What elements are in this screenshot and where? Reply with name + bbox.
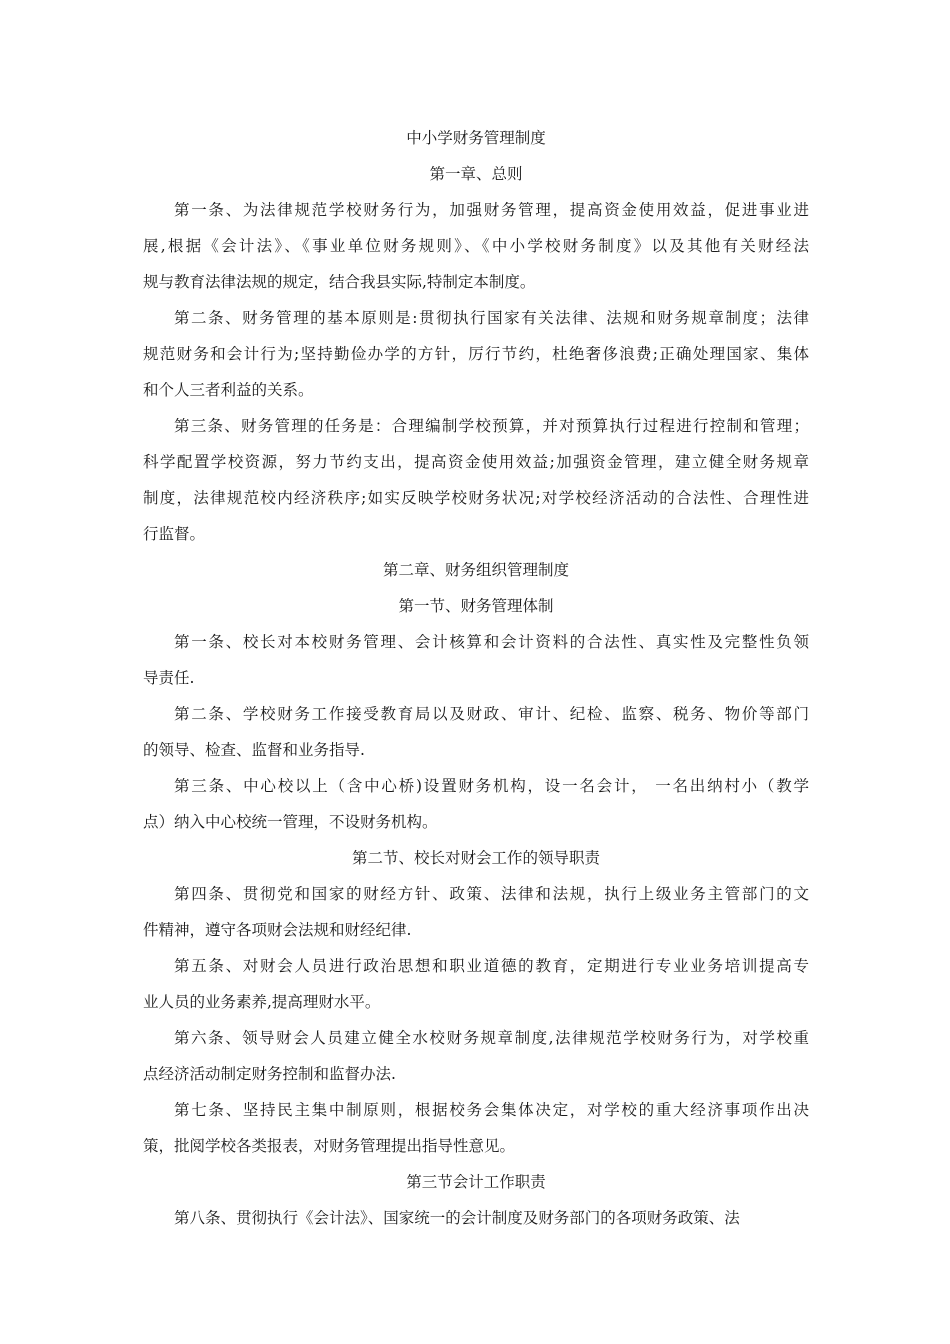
article-paragraph — [143, 1092, 809, 1164]
paragraph-line: 点经济活动制定财务控制和监督办法. — [143, 1065, 396, 1083]
article-paragraph — [143, 300, 809, 408]
article-paragraph — [143, 408, 809, 552]
paragraph-line: 第二条、财务管理的基本原则是:贯彻执行国家有关法律、法规和财务规章制度；法律 — [174, 309, 809, 327]
paragraph-line: 制度，法律规范校内经济秩序;如实反映学校财务状况;对学校经济活动的合法性、合理性进 — [143, 489, 809, 507]
document-body — [143, 120, 809, 1236]
section-heading: 第二章、财务组织管理制度 — [382, 561, 569, 579]
paragraph-line: 件精神，遵守各项财会法规和财经纪律. — [143, 921, 412, 939]
article-paragraph — [143, 1200, 809, 1236]
document-title: 中小学财务管理制度 — [406, 129, 546, 147]
paragraph-line: 第三条、中心校以上（含中心桥)设置财务机构，设一名会计， 一名出纳村小（教学 — [174, 777, 809, 795]
paragraph-line: 第六条、领导财会人员建立健全水校财务规章制度,法律规范学校财务行为，对学校重 — [174, 1029, 809, 1047]
paragraph-line: 规范财务和会计行为;坚持勤俭办学的方针，厉行节约，杜绝奢侈浪费;正确处理国家、集体 — [143, 345, 809, 363]
paragraph-line: 第五条、对财会人员进行政治思想和职业道德的教育，定期进行专业业务培训提高专 — [174, 957, 809, 975]
paragraph-line: 业人员的业务素养,提高理财水平。 — [143, 993, 381, 1011]
paragraph-line: 展,根据《会计法》、《事业单位财务规则》、《中小学校财务制度》以及其他有关财经法 — [143, 237, 809, 255]
paragraph-line: 导责任. — [143, 669, 195, 687]
paragraph-line: 的领导、检查、监督和业务指导. — [143, 741, 365, 759]
paragraph-line: 策，批阅学校各类报表，对财务管理提出指导性意见。 — [143, 1137, 516, 1155]
paragraph-line: 科学配置学校资源，努力节约支出，提高资金使用效益;加强资金管理，建立健全财务规章 — [143, 453, 809, 471]
section-heading: 第一章、总则 — [429, 165, 523, 183]
paragraph-line: 点）纳入中心校统一管理，不设财务机构。 — [143, 813, 438, 831]
paragraph-line: 第一条、校长对本校财务管理、会计核算和会计资料的合法性、真实性及完整性负领 — [174, 633, 809, 651]
paragraph-line: 第八条、贯彻执行《会计法》、国家统一的会计制度及财务部门的各项财务政策、法 — [174, 1209, 740, 1227]
article-paragraph — [143, 768, 809, 840]
section-heading: 第一节、财务管理体制 — [398, 597, 554, 615]
section-heading: 第三节会计工作职责 — [406, 1173, 546, 1191]
paragraph-line: 第四条、贯彻党和国家的财经方针、政策、法律和法规，执行上级业务主管部门的文 — [174, 885, 809, 903]
article-paragraph — [143, 948, 809, 1020]
section-heading: 第二节、校长对财会工作的领导职责 — [351, 849, 600, 867]
article-paragraph — [143, 1020, 809, 1092]
paragraph-line: 行监督。 — [143, 525, 206, 543]
article-paragraph — [143, 696, 809, 768]
article-paragraph — [143, 624, 809, 696]
paragraph-line: 第七条、坚持民主集中制原则，根据校务会集体决定，对学校的重大经济事项作出决 — [174, 1101, 809, 1119]
paragraph-line: 规与教育法律法规的规定，结合我县实际,特制定本制度。 — [143, 273, 536, 291]
paragraph-line: 第三条、财务管理的任务是：合理编制学校预算，并对预算执行过程进行控制和管理； — [174, 417, 809, 435]
paragraph-line: 第一条、为法律规范学校财务行为，加强财务管理，提高资金使用效益，促进事业进 — [174, 201, 809, 219]
paragraph-line: 第二条、学校财务工作接受教育局以及财政、审计、纪检、监察、税务、物价等部门 — [174, 705, 809, 723]
article-paragraph — [143, 192, 809, 300]
article-paragraph — [143, 876, 809, 948]
paragraph-line: 和个人三者利益的关系。 — [143, 381, 314, 399]
